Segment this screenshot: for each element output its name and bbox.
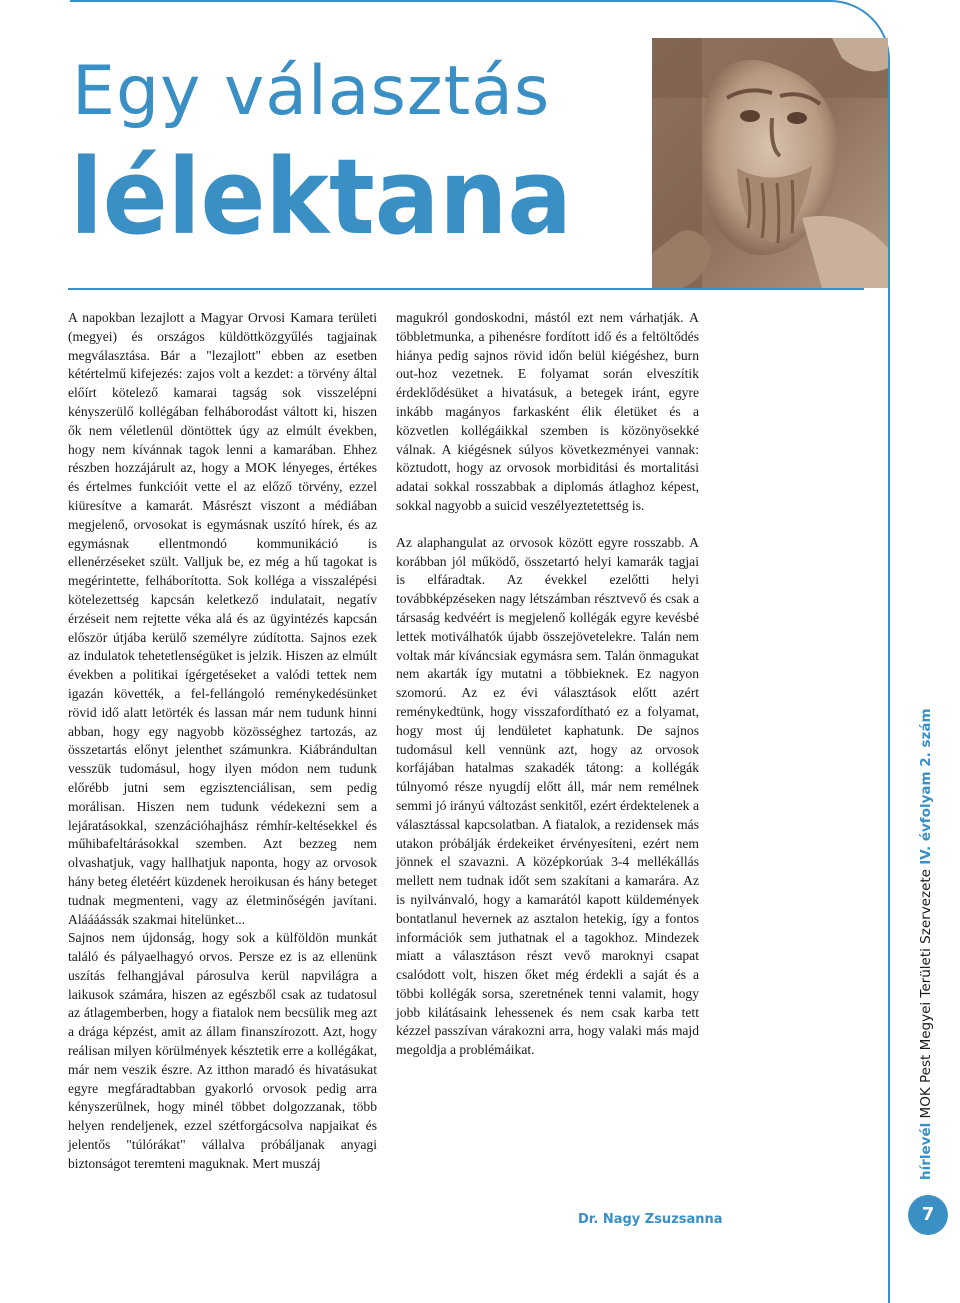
page-frame-line [888,118,890,1303]
article-right-column [396,309,699,1060]
sidebar-masthead [918,708,934,1180]
article-paragraph: A napokban lezajlott a Magyar Orvosi Kamara területi (megyei) és országos küldöttközgyűlés tagjainak megválasztása. Bár a "lezajlott" ebben az esetben kétértelmű kifejezés: zajos volt a kezdet: a törvény által előírt kötelező kamarai tagság sok visszelépni kényszerülő kollégában felháborodást váltott ki, hiszen ők nem véletlenül döntöttek úgy az elmúlt években, hogy nem kívánnak tagok lenni a kamarában. Ehhez részben hozzájárult az, hogy a MOK lényeges, értékes és értelmes funkcióit vette el az előző törvény, ezzel kiüresítve a kamarát. Másrészt viszont a médiában megjelenő, orvosokat is egymásnak uszító hírek, és az egymásnak ellentmondó kommunikáció is ellenérzéseket szült. Valljuk be, ez még a hű tagokat is megérintette, felháborította. Sok kolléga a visszalépési kötelezettség kapcsán keletkező indulatait, negatív érzéseit nem rejtette véka alá és az ügyintézés kapcsán először útjába kerülő személyre zúdította. Sajnos ezek az indulatok tehetetlenségüket is jelzik. Hiszen az elmúlt években a politikai ígérgetéseket a valódi tettek nem igazán követték, a fel-fellángoló reménykedésünket rövid idő alatt letörték és lassan már nem tudunk hinni abban, hogy egy nagyobb közösséghez tartozás, az összetartás előnyt jelenthet számunkra. Kiábrándultan vesszük tudomásul, hogy ilyen módon nem tudunk előrébb jutni sem egzisztenciálisan, sem pedig morálisan. Hiszen nem tudunk védekezni sem a lejáratásokkal, szenzációhajhász rémhír-keltésekkel és műhibafeltárásokkal szemben. Azt bezzeg nem olvashatjuk, vagy hallhatjuk naponta, hogy az orvosok hány beteg életéért küzdenek heroikusan és hány beteget tudnak megmenteni, vagy az életminőségén javítani. Aláááássák szakmai hitelünket... [68,310,377,927]
title-divider [68,288,864,290]
sidebar-brand: hírlevél [918,1122,934,1180]
title-line-1: Egy választás [72,52,551,131]
stone-relief-photo [652,38,888,288]
sidebar-issue: IV. évfolyam 2. szám [918,708,934,865]
page-number: 7 [908,1195,948,1235]
article-paragraph: magukról gondoskodni, mástól ezt nem várhatják. A többletmunka, a pihenésre fordított idő és a feltöltődés hiánya pedig sajnos rövid időn belül kiégéshez, burn out-hoz vezetnek. E folyamat során elveszítik érdeklődésüket a hivatásuk, a betegek iránt, egyre inkább magányos farkasként élik életüket és a közvetlen kollégáikkal szemben is közönyösekké válnak. A kiégésnek súlyos következményei vannak: köztudott, hogy az orvosok morbiditási és mortalitási adatai sokkal rosszabbak a diplomás átlaghoz képest, sokkal nagyobb a suicid veszélyeztetettség is. [396,310,699,513]
author-name: Dr. Nagy Zsuzsanna [578,1212,723,1227]
article-left-column [68,309,377,1174]
sidebar-publisher: MOK Pest Megyei Területi Szervezete [918,869,934,1119]
title-line-2: lélektana [70,136,573,258]
article-paragraph: Sajnos nem újdonság, hogy sok a külföldön munkát találó és pályaelhagyó orvos. Persze ez is az ellenünk uszítás felhangjával párosulva kerül napvilágra a laikusok számára, hiszen az egészből csak az tudatosul az átlagemberben, hogy a fiatalok nem becsülik meg azt a drága képzést, amit az állam finanszírozott. Azt, hogy reálisan milyen körülmények késztetik erre a kollégákat, már nem veszik észre. Az itthon maradó és hivatásukat egyre megfáradtabban gyakorló orvosok pedig arra kényszerülnek, hogy minél többet dolgozzanak, több helyen rendeljenek, ezzel szétforgácsolva napjaikat és jelentős "túlórákat" vállalva próbáljanak anyagi biztonságot teremteni maguknak. Mert muszáj [68,930,377,1171]
article-paragraph: Az alaphangulat az orvosok között egyre rosszabb. A korábban jól működő, összetartó helyi kamarák tagjai is elfáradtak. Az évekkel ezelőtti helyi továbbképzéseken nagy létszámban résztvevő és csak a társaság kedvéért is megjelenő kollégák egyre kevésbé lettek motiválhatók újabb összejövetelekre. Talán nem voltak már kíváncsiak egymásra sem. Talán önmagukat nem akarták így mutatni a többieknek. Ez nagyon szomorú. Az ez évi választások előtt azért reménykedtünk, hogy visszafordítható ez a folyamat, hogy most új lendületet kaphatunk. De sajnos tudomásul kell vennünk azt, hogy az orvosok korfájában hatalmas szakadék tátong: a kollégák túlnyomó része nyugdíj előtt áll, már nem remélnek semmi jó irányú változást senkitől, ezért érdektelenek a választással kapcsolatban. A fiatalok, a rezidensek más utakon próbálják érdekeiket érvényesíteni, ezért nem jönnek el szavazni. A középkorúak 3-4 mellékállás mellett nem tudnak időt sem szakítani a kamarára. Az is nyilvánvaló, hogy a kamarától kapott küldemények bontatlanul hevernek az asztalon hetekig, így a fontos információk sem juthatnak el a tagokhoz. Mindezek miatt a választáson részt vevő maroknyi csapat csalódott volt, hiszen őket még érdekli a saját és a többi kollégák sorsa, szeretnének tenni valamit, hogy jobb kilátásaink lehessenek és nem csak karba tett kézzel passzívan várakozni arra, hogy valaki más majd megoldja a problémáikat. [396,534,699,1058]
